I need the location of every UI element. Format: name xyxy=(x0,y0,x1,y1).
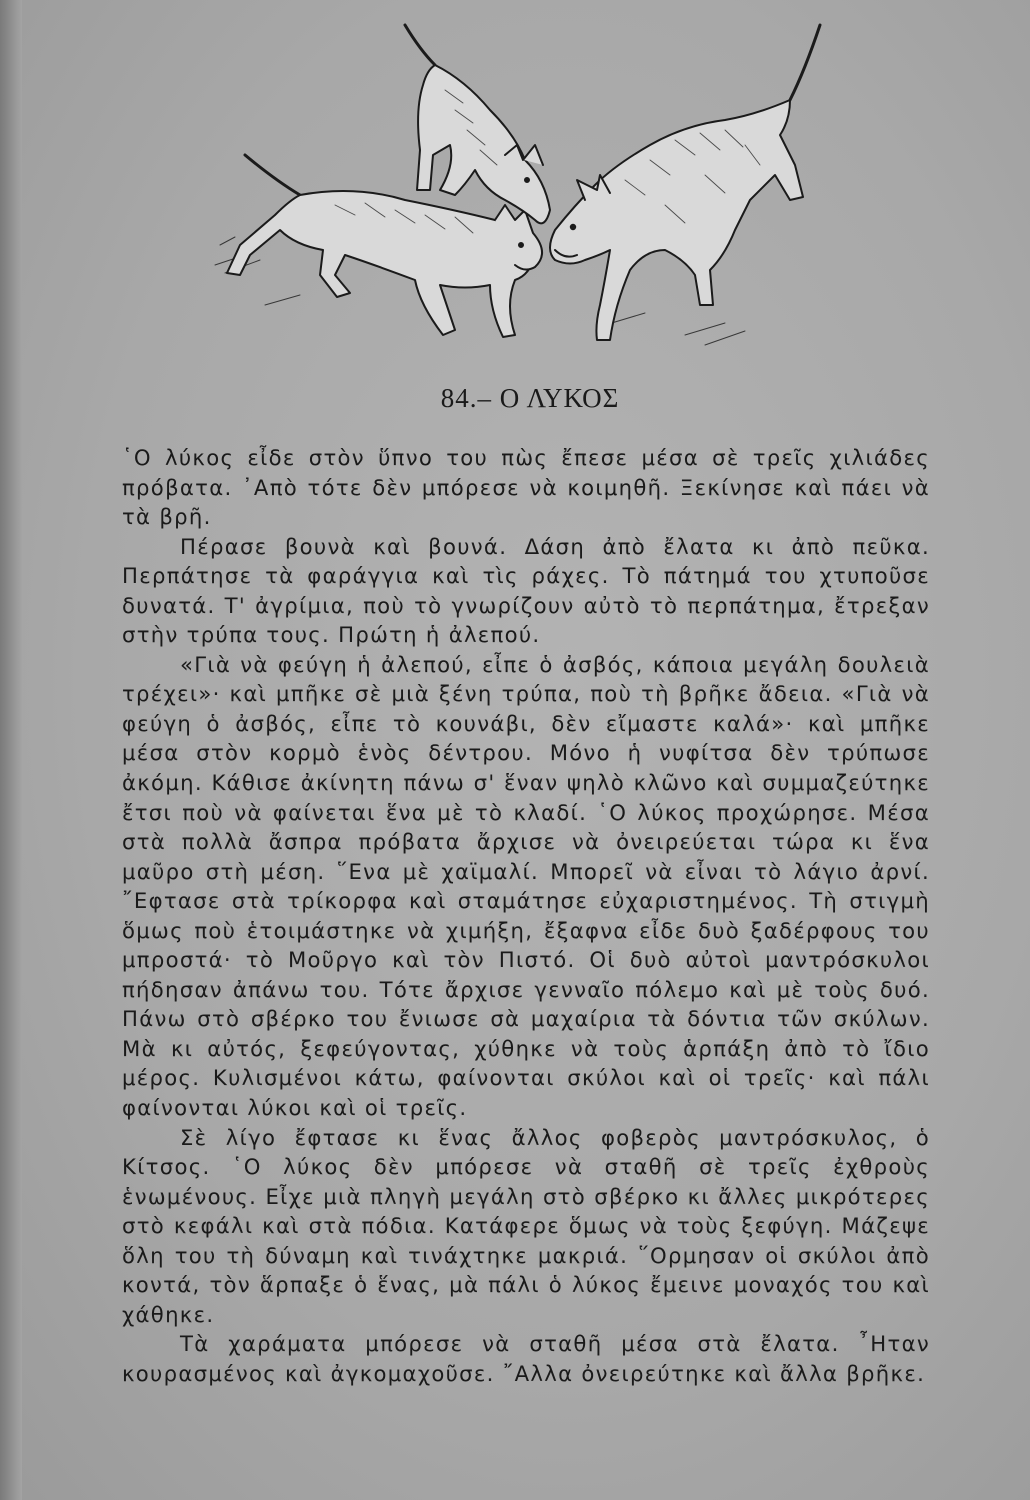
page-binding-edge xyxy=(0,0,22,1500)
paragraph-3: «Γιὰ νὰ φεύγη ἡ ἀλεπού, εἶπε ὁ ἀσβός, κάποια μεγάλη δουλειὰ τρέχει»· καὶ μπῆκε σὲ μιὰ ξένη τρύπα, ποὺ τὴ βρῆκε ἄδεια. «Γιὰ νὰ φεύγη ὁ ἀσβός, εἶπε τὸ κουνάβι, δὲν εἴμαστε καλά»· καὶ μπῆκε μέσα στὸν κορμὸ ἑνὸς δέντρου. Μόνο ἡ νυφίτσα δὲν τρύπωσε ἀκόμη. Κάθισε ἀκίνητη πάνω σ' ἕναν ψηλὸ κλῶνο καὶ συμμαζεύτηκε ἔτσι ποὺ νὰ φαίνεται ἕνα μὲ τὸ κλαδί. ῾Ο λύκος προχώρησε. Μέσα στὰ πολλὰ ἄσπρα πρόβατα ἄρχισε νὰ ὀνειρεύεται τώρα κι ἕνα μαῦρο στὴ μέση. ῞Ενα μὲ χαϊμαλί. Μπορεῖ νὰ εἶναι τὸ λάγιο ἀρνί. ῎Εφτασε στὰ τρίκορφα καὶ σταμάτησε εὐχαριστημένος. Τὴ στιγμὴ ὅμως ποὺ ἑτοιμάστηκε νὰ χιμήξη, ἔξαφνα εἶδε δυὸ ξαδέρφους του μπροστά· τὸ Μοῦργο καὶ τὸν Πιστό. Οἱ δυὸ αὐτοὶ μαντρόσκυλοι πήδησαν ἀπάνω του. Τότε ἄρχισε γενναῖο πόλεμο καὶ μὲ τοὺς δυό. Πάνω στὸ σβέρκο του ἔνιωσε σὰ μαχαίρια τὰ δόντια τῶν σκύλων. Μὰ κι αὐτός, ξεφεύγοντας, χύθηκε νὰ τοὺς ἁρπάξη ἀπὸ τὸ ἴδιο μέρος. Κυλισμένοι κάτω, φαίνονται σκύλοι καὶ οἱ τρεῖς· καὶ πάλι φαίνονται λύκοι καὶ οἱ τρεῖς. xyxy=(122,651,930,1121)
right-wolf xyxy=(550,25,820,340)
paragraph-4: Σὲ λίγο ἔφτασε κι ἕνας ἄλλος φοβερὸς μαντρόσκυλος, ὁ Κίτσος. ῾Ο λύκος δὲν μπόρεσε νὰ σταθῆ σὲ τρεῖς ἐχθροὺς ἑνωμένους. Εἶχε μιὰ πληγὴ μεγάλη στὸ σβέρκο κι ἄλλες μικρότερες στὸ κεφάλι καὶ στὰ πόδια. Κατάφερε ὅμως νὰ τοὺς ξεφύγη. Μάζεψε ὅλη του τὴ δύναμη καὶ τινάχτηκε μακριά. ῞Ορμησαν οἱ σκύλοι ἀπὸ κοντά, τὸν ἅρπαξε ὁ ἕνας, μὰ πάλι ὁ λύκος ἔμεινε μοναχός του καὶ χάθηκε. xyxy=(122,1124,930,1327)
story-text xyxy=(122,443,930,1389)
paragraph-5: Τὰ χαράματα μπόρεσε νὰ σταθῆ μέσα στὰ ἔλατα. ῏Ηταν κουρασμένος καὶ ἀγκομαχοῦσε. ῎Αλλα ὀνειρεύτηκε καὶ ἄλλα βρῆκε. xyxy=(122,1331,930,1386)
top-wolf xyxy=(405,25,550,223)
paragraph-1: ῾Ο λύκος εἶδε στὸν ὕπνο του πὼς ἔπεσε μέσα σὲ τρεῖς χιλιάδες πρόβατα. ᾿Απὸ τότε δὲν μπόρεσε νὰ κοιμηθῆ. Ξεκίνησε καὶ πάει νὰ τὰ βρῆ. xyxy=(122,445,930,530)
three-wolves-illustration xyxy=(205,5,845,365)
paragraph-2: Πέρασε βουνὰ καὶ βουνά. Δάση ἀπὸ ἔλατα κι ἀπὸ πεῦκα. Περπάτησε τὰ φαράγγια καὶ τὶς ράχες. Τὸ πάτημά του χτυποῦσε δυνατά. Τ' ἀγρίμια, ποὺ τὸ γνωρίζουν αὐτὸ τὸ περπάτημα, ἔτρεξαν στὴν τρύπα τους. Πρώτη ἡ ἀλεπού. xyxy=(122,533,930,648)
chapter-title: 84.– Ο ΛΥΚΟΣ xyxy=(440,383,620,413)
